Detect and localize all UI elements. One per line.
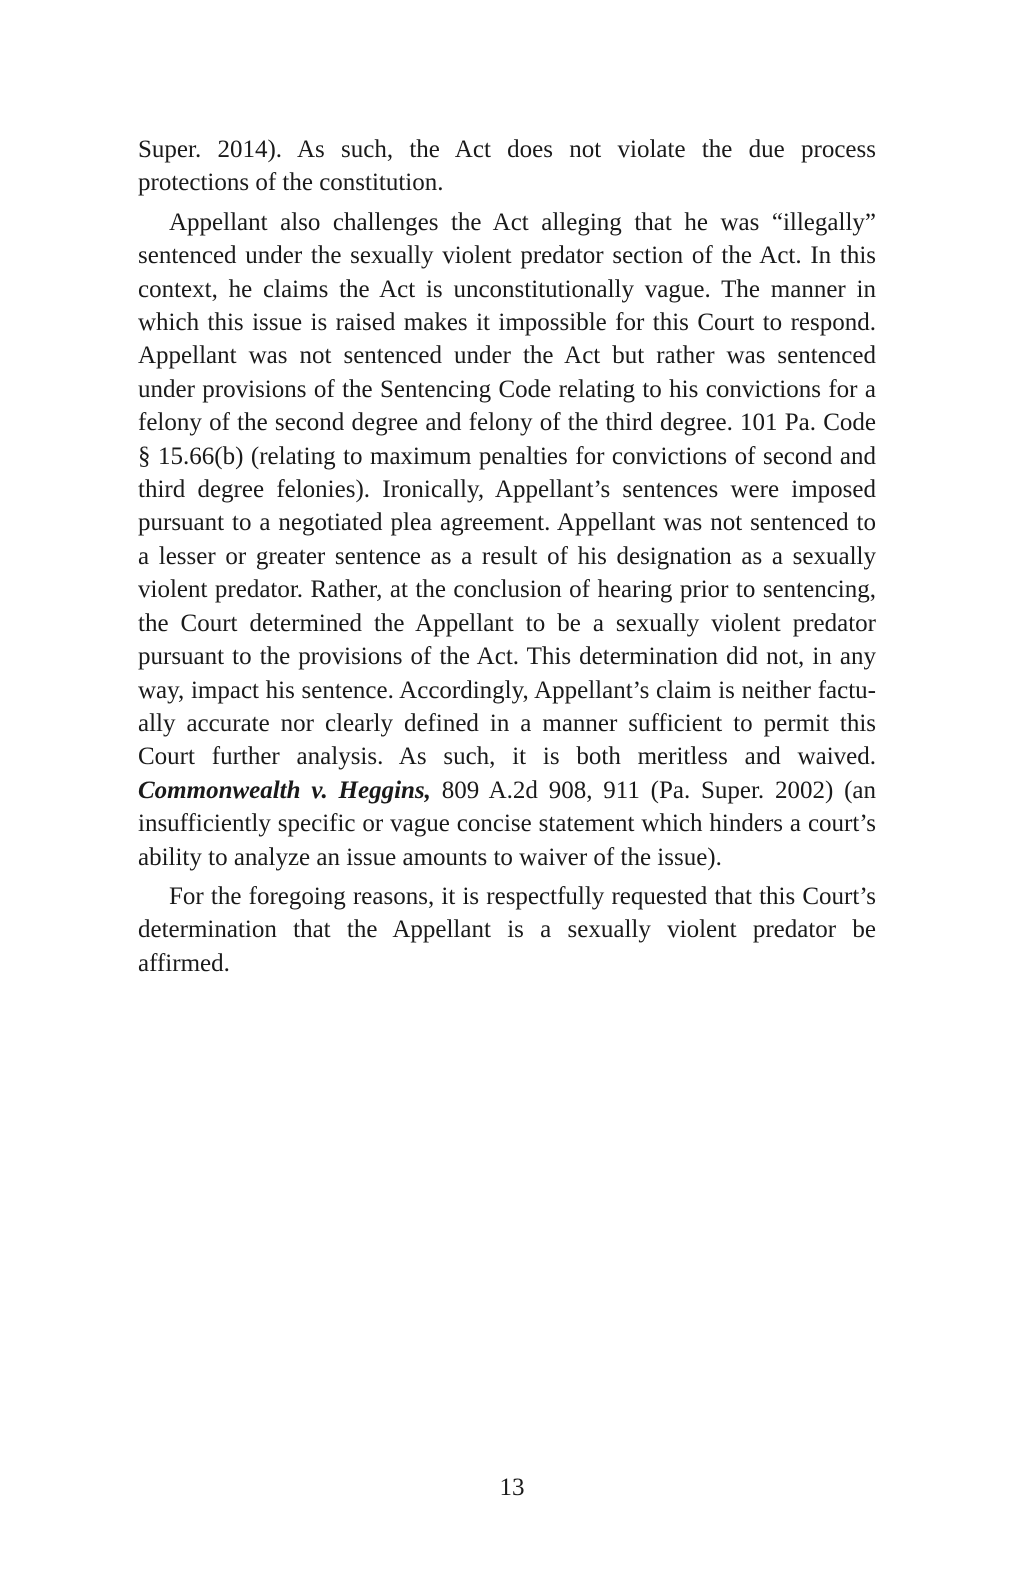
paragraph-conclusion: For the foregoing reasons, it is respectfully requested that this Court’s determination that the Appellant is a sexually violent predator be affirmed.: [138, 882, 876, 977]
paragraph-sentencing-challenge: [138, 206, 876, 874]
paragraph-text-before-citation: Appellant also challenges the Act alleging that he was “illegally” sentenced under the sexually violent predator section of the Act. In this context, he claims the Act is unconstitutionally vague. The manner in which this issue is raised makes it impossible for this Court to respond. Appellant was not sentenced under the Act but rather was sentenced under provisions of the Sentencing Code relating to his convictions for a felony of the second degree and felony of the third degree. 101 Pa. Code § 15.66(b) (relating to maximum penalties for convictions of second and third degree felonies). Ironically, Appellant’s sentences were imposed pursuant to a negotiated plea agreement. Appellant was not sentenced to a lesser or greater sentence as a result of his designation as a sexually violent predator. Rather, at the conclusion of hearing prior to sentencing, the Court determined the Appellant to be a sexually violent predator pursuant to the provisions of the Act. This determination did not, in any way, impact his sentence. Accordingly, Appellant’s claim is neither factually accurate nor clearly defined in a manner sufficient to permit this Court further analysis. As such, it is both meritless and waived.: [138, 208, 876, 771]
body-text: [138, 133, 876, 986]
paragraph-continuation: Super. 2014). As such, the Act does not violate the due process protections of the constitution.: [138, 136, 876, 197]
paragraph-text-after-citation: 809 A.2d 908, 911 (Pa. Super. 2002) (an insufficiently specific or vague concise statement which hinders a court’s ability to analyze an issue amounts to waiver of the issue).: [138, 776, 877, 871]
page-number: 13: [499, 1474, 525, 1501]
case-citation-name: Commonwealth v. Heggins,: [138, 776, 431, 804]
